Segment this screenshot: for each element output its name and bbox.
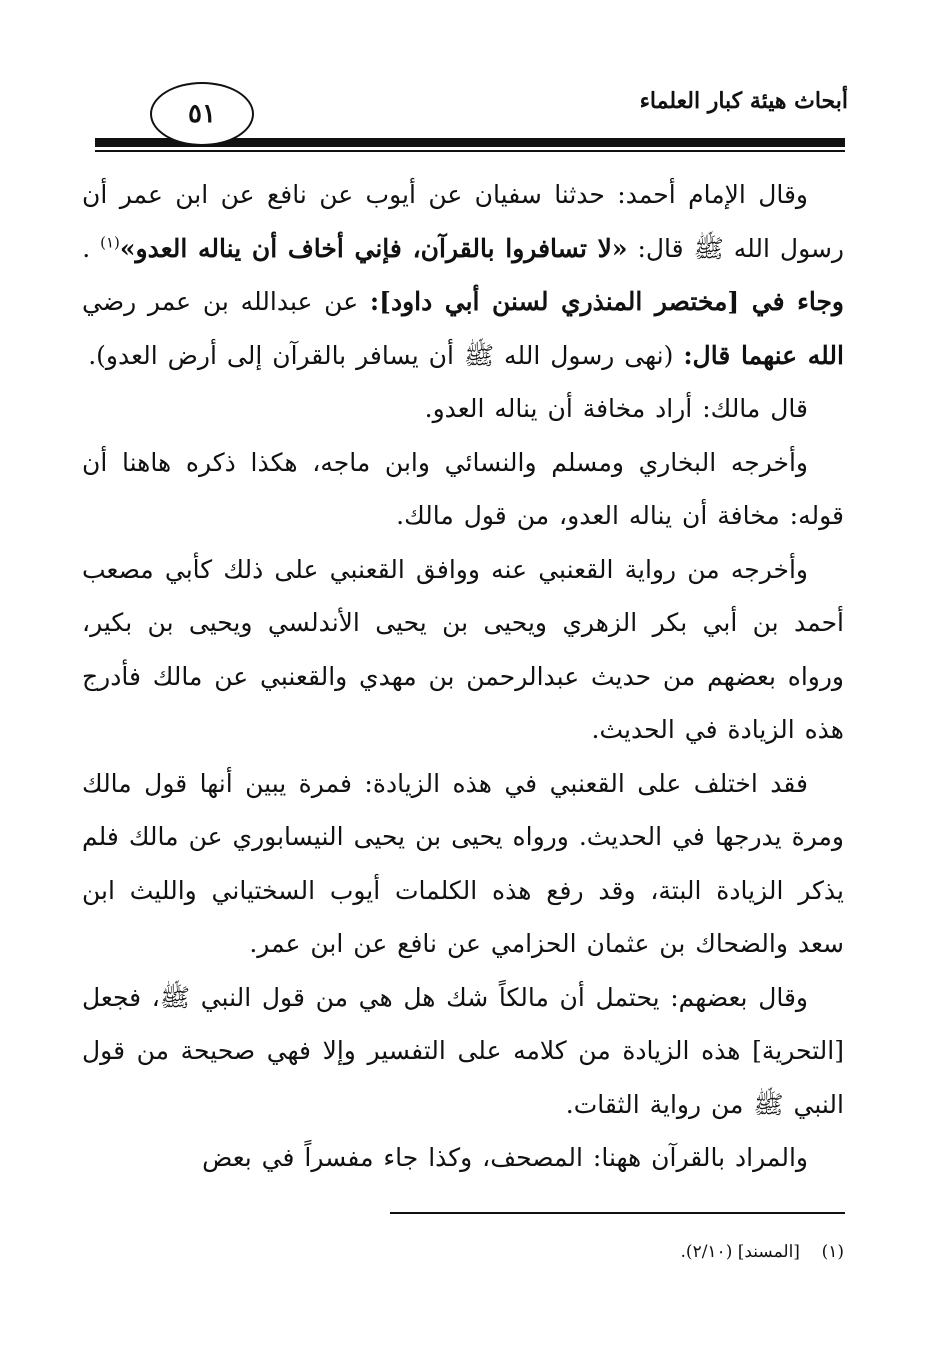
source-title: وجاء في [مختصر المنذري لسنن أبي داود]: [369,287,844,316]
header-rule-thin [95,150,845,152]
footnote-text: [المسند] (٢/١٠). [680,1242,800,1262]
paragraph-2: وجاء في [مختصر المنذري لسنن أبي داود]: عن عبدالله بن عمر رضي الله عنهما قال: (نهى رسول الله ﷺ أن يسافر بالقرآن إلى أرض العدو). [82,287,844,370]
footnote-number: (١) [821,1242,844,1262]
paragraph-5: وأخرجه من رواية القعنبي عنه ووافق القعنبي على ذلك كأبي مصعب أحمد بن أبي بكر الزهري ويحيى بن يحيى الأندلسي ويحيى بن بكير، ورواه بعضهم من حديث عبدالرحمن بن مهدي والقعنبي عن مالك فأدرج هذه الزيادة في الحديث. [82,554,844,744]
page-number: ٥١ [150,82,254,146]
page-header [0,0,946,160]
book-title: أبحاث هيئة كبار العلماء [639,88,848,114]
footnote-ref: (١) [100,233,120,252]
paragraph-8: والمراد بالقرآن ههنا: المصحف، وكذا جاء مفسراً في بعض [202,1143,808,1172]
paragraph-7: وقال بعضهم: يحتمل أن مالكاً شك هل هي من قول النبي ﷺ، فجعل [التحرية] هذه الزيادة من كلامه على التفسير وإلا فهي صحيحة من قول النبي ﷺ من رواية الثقات. [82,982,844,1119]
paragraph-1: وقال الإمام أحمد: حدثنا سفيان عن أيوب عن نافع عن ابن عمر أن رسول الله ﷺ قال: «لا تسافروا بالقرآن، فإني أخاف أن يناله العدو»$^{(١)}$ . [82,180,844,263]
footnote [681,1242,844,1262]
paragraph-6: فقد اختلف على القعنبي في هذه الزيادة: فمرة يبين أنها قول مالك ومرة يدرجها في الحديث. ورواه يحيى بن يحيى النيسابوري عن مالك فلم يذكر الزيادة البتة، وقد رفع هذه الكلمات أيوب السختياني والليث ابن سعد والضحاك بن عثمان الحزامي عن نافع عن ابن عمر. [82,768,844,958]
hadith-quote: «لا تسافروا بالقرآن، فإني أخاف أن يناله العدو» [119,233,628,263]
paragraph-3: قال مالك: أراد مخافة أن يناله العدو. [424,394,808,423]
footnote-divider [390,1212,845,1214]
main-text [82,168,844,1185]
paragraph-4: وأخرجه البخاري ومسلم والنسائي وابن ماجه، هكذا ذكره هاهنا أن قوله: مخافة أن يناله العدو، من قول مالك. [82,447,844,530]
